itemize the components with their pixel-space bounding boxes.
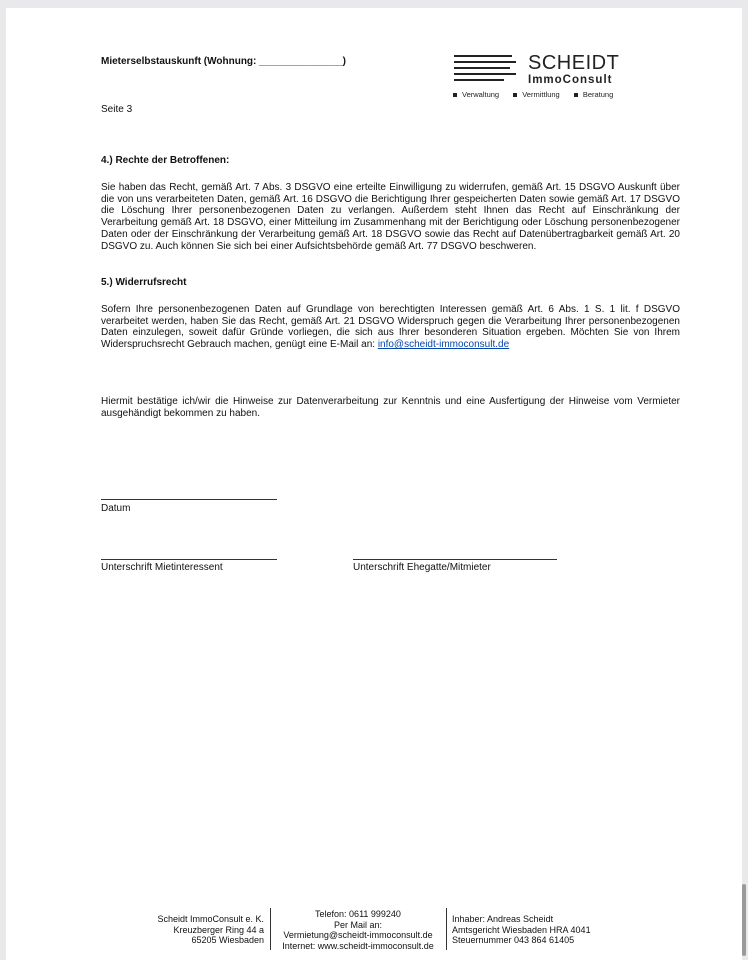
date-label: Datum bbox=[101, 503, 131, 514]
form-title: Mieterselbstauskunft (Wohnung: _______________) bbox=[101, 56, 346, 67]
logo-tag: Verwaltung bbox=[462, 90, 500, 99]
spouse-signature-label: Unterschrift Ehegatte/Mitmieter bbox=[353, 562, 491, 573]
footer-line: Steuernummer 043 864 61405 bbox=[452, 935, 575, 945]
footer-divider bbox=[446, 908, 447, 950]
footer-line: Kreuzberger Ring 44 a bbox=[173, 924, 264, 935]
page-number: Seite 3 bbox=[101, 104, 133, 115]
confirmation-text: Hiermit bestätige ich/wir die Hinweise zur Datenverarbeitung zur Kenntnis und eine Ausfertigung der Hinweise vom Vermieter ausgehändigt bekommen zu haben. bbox=[101, 396, 680, 419]
footer-address bbox=[136, 914, 264, 946]
logo-name: SCHEIDT bbox=[528, 52, 620, 74]
footer-line: Scheidt ImmoConsult e. K. bbox=[157, 914, 264, 924]
section4-heading: 4.) Rechte der Betroffenen: bbox=[101, 155, 230, 166]
footer-contact bbox=[272, 909, 444, 951]
section5-heading: 5.) Widerrufsrecht bbox=[101, 277, 187, 288]
spouse-signature-line bbox=[353, 559, 557, 560]
footer-line: Telefon: 0611 999240 bbox=[315, 909, 401, 919]
footer-line: 65205 Wiesbaden bbox=[191, 935, 264, 945]
footer-line: Amtsgericht Wiesbaden HRA 4041 bbox=[452, 924, 591, 935]
footer-legal bbox=[452, 914, 622, 946]
tenant-signature-line bbox=[101, 559, 277, 560]
email-link[interactable]: info@scheidt-immoconsult.de bbox=[377, 339, 510, 351]
logo-tag: Beratung bbox=[582, 90, 614, 99]
logo-lines-icon bbox=[454, 55, 516, 85]
footer-line: Internet: www.scheidt-immoconsult.de bbox=[282, 940, 434, 951]
tenant-signature-label: Unterschrift Mietinteressent bbox=[101, 562, 223, 573]
footer-line: Per Mail an: bbox=[333, 919, 383, 930]
document-page bbox=[6, 8, 742, 960]
footer-line: Vermietung@scheidt-immoconsult.de bbox=[283, 930, 433, 940]
logo-subtitle: ImmoConsult bbox=[528, 74, 613, 86]
section4-text: Sie haben das Recht, gemäß Art. 7 Abs. 3 DSGVO eine erteilte Einwilligung zu widerrufen, gemäß Art. 15 DSGVO Auskunft über die von uns verarbeiteten Daten, gemäß Art. 16 DSGVO die Berichtigung Ihrer gespeicherten Daten sowie gemäß Art. 17 DSGVO die Löschung Ihrer personenbezogenen Daten zu verlangen. Außerdem steht Ihnen das Recht auf Einschränkung der Verarbeitung gemäß Art. 18 DSGVO, einer Mitteilung im Zusammenhang mit der Berichtigung oder Löschung personenbezogener Daten oder der Einschränkung der Verarbeitung gemäß Art. 18 DSGVO sowie das Recht auf Datenübertragbarkeit gemäß Art. 20 DSGVO zu. Auch können Sie sich bei einer Aufsichtsbehörde gemäß Art. 77 DSGVO beschweren. bbox=[101, 182, 680, 252]
section5-body: Sofern Ihre personenbezogenen Daten auf Grundlage von berechtigten Interessen gemäß Art. 6 Abs. 1 S. 1 lit. f DSGVO verarbeitet werden, haben Sie das Recht, gemäß Art. 21 DSGVO Widerspruch gegen die Verarbeitung Ihrer personenbezogenen Daten einzulegen, soweit dafür Gründe vorliegen, die sich aus Ihrer besonderen Situation ergeben. Möchten Sie von Ihrem Widerspruchsrecht Gebrauch machen, genügt eine E-Mail an: bbox=[101, 304, 680, 351]
scrollbar[interactable] bbox=[742, 884, 746, 956]
footer-line: Inhaber: Andreas Scheidt bbox=[452, 914, 554, 924]
logo-tags bbox=[453, 90, 625, 99]
section5-text bbox=[101, 304, 680, 351]
footer-divider bbox=[270, 908, 271, 950]
logo-tag: Vermittlung bbox=[522, 90, 560, 99]
date-line bbox=[101, 499, 277, 500]
